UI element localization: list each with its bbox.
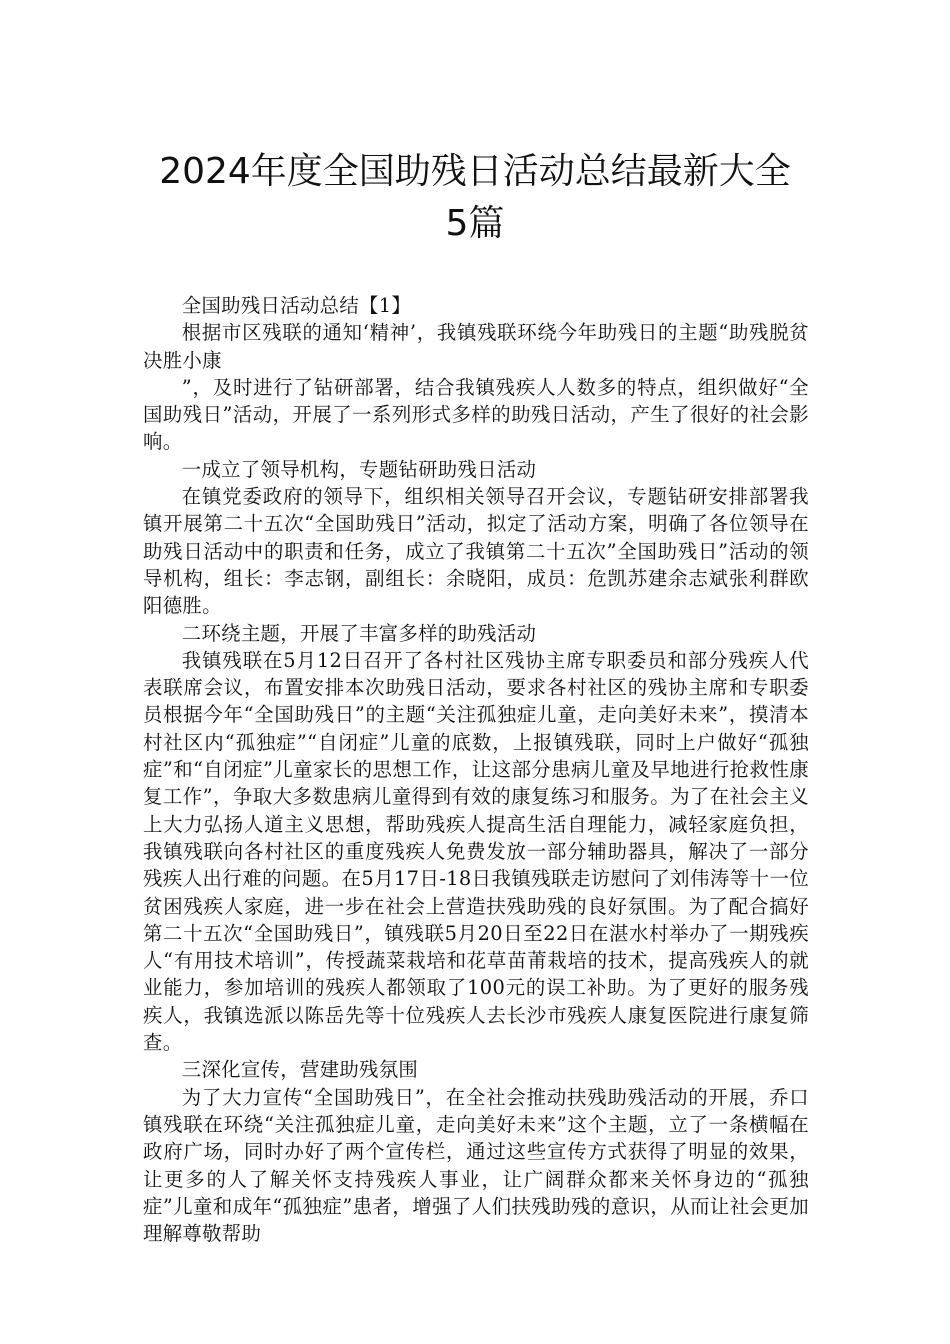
heading-leadership: 一成立了领导机构，专题钻研助残日活动 [181, 457, 537, 481]
title-line-1: 2024年度全国助残日活动总结最新大全 [159, 151, 791, 193]
title-line-2: 5篇 [445, 203, 505, 245]
paragraph-intro-2: ”，及时进行了钻研部署，结合我镇残疾人人数多的特点，组织做好“全国助残日”活动，开展了一系列形式多样的助残日活动，产生了很好的社会影响。 [143, 375, 809, 454]
paragraph-leadership: 在镇党委政府的领导下，组织相关领导召开会议，专题钻研安排部署我镇开展第二十五次“全国助残日”活动，拟定了活动方案，明确了各位领导在助残日活动中的职责和任务，成立了我镇第二十五次”全国助残日”活动的领导机构，组长：李志钢，副组长：余晓阳，成员：危凯苏建余志斌张利群欧阳德胜。 [143, 485, 809, 618]
paragraph-publicity: 为了大力宣传“全国助残日”，在全社会推动扶残助残活动的开展，乔口镇残联在环绕“关注孤独症儿童，走向美好未来”这个主题，立了一条横幅在政府广场，同时办好了两个宣传栏，通过这些宣传方式获得了明显的效果，让更多的人了解关怀支持残疾人事业，让广阔群众都来关怀身边的“孤独症”儿童和成年“孤独症”患者，增强了人们扶残助残的意识，从而让社会更加理解尊敬帮助 [143, 1085, 809, 1246]
section-title: 全国助残日活动总结【1】 [181, 294, 412, 317]
heading-activities: 二环绕主题，开展了丰富多样的助残活动 [181, 621, 537, 645]
document-body [143, 292, 809, 1247]
document-title [0, 146, 950, 250]
paragraph-intro-1: 根据市区残联的通知‘精神’，我镇残联环绕今年助残日的主题“助残脱贫决胜小康 [143, 321, 809, 372]
heading-publicity: 三深化宣传，营建助残氛围 [181, 1058, 419, 1082]
paragraph-activities: 我镇残联在5月12日召开了各村社区残协主席专职委员和部分残疾人代表联席会议，布置安排本次助残日活动，要求各村社区的残协主席和专职委员根据今年“全国助残日”的主题“关注孤独症儿童，走向美好未来”，摸清本村社区内“孤独症”“自闭症”儿童的底数，上报镇残联，同时上户做好“孤独症”和“自闭症”儿童家长的思想工作，让这部分患病儿童及早地进行抢救性康复工作”，争取大多数患病儿童得到有效的康复练习和服务。为了在社会主义上大力弘扬人道主义思想，帮助残疾人提高生活自理能力，减轻家庭负担，我镇残联向各村社区的重度残疾人免费发放一部分辅助器具，解决了一部分残疾人出行难的问题。在5月17日-18日我镇残联走访慰问了刘伟涛等十一位贫困残疾人家庭，进一步在社会上营造扶残助残的良好氛围。为了配合搞好第二十五次“全国助残日”，镇残联5月20日至22日在湛水村举办了一期残疾人“有用技术培训”，传授蔬菜栽培和花草苗莆栽培的技术，提高残疾人的就业能力，参加培训的残疾人都领取了100元的误工补助。为了更好的服务残疾人，我镇选派以陈岳先等十位残疾人去长沙市残疾人康复医院进行康复筛查。 [143, 648, 809, 1055]
